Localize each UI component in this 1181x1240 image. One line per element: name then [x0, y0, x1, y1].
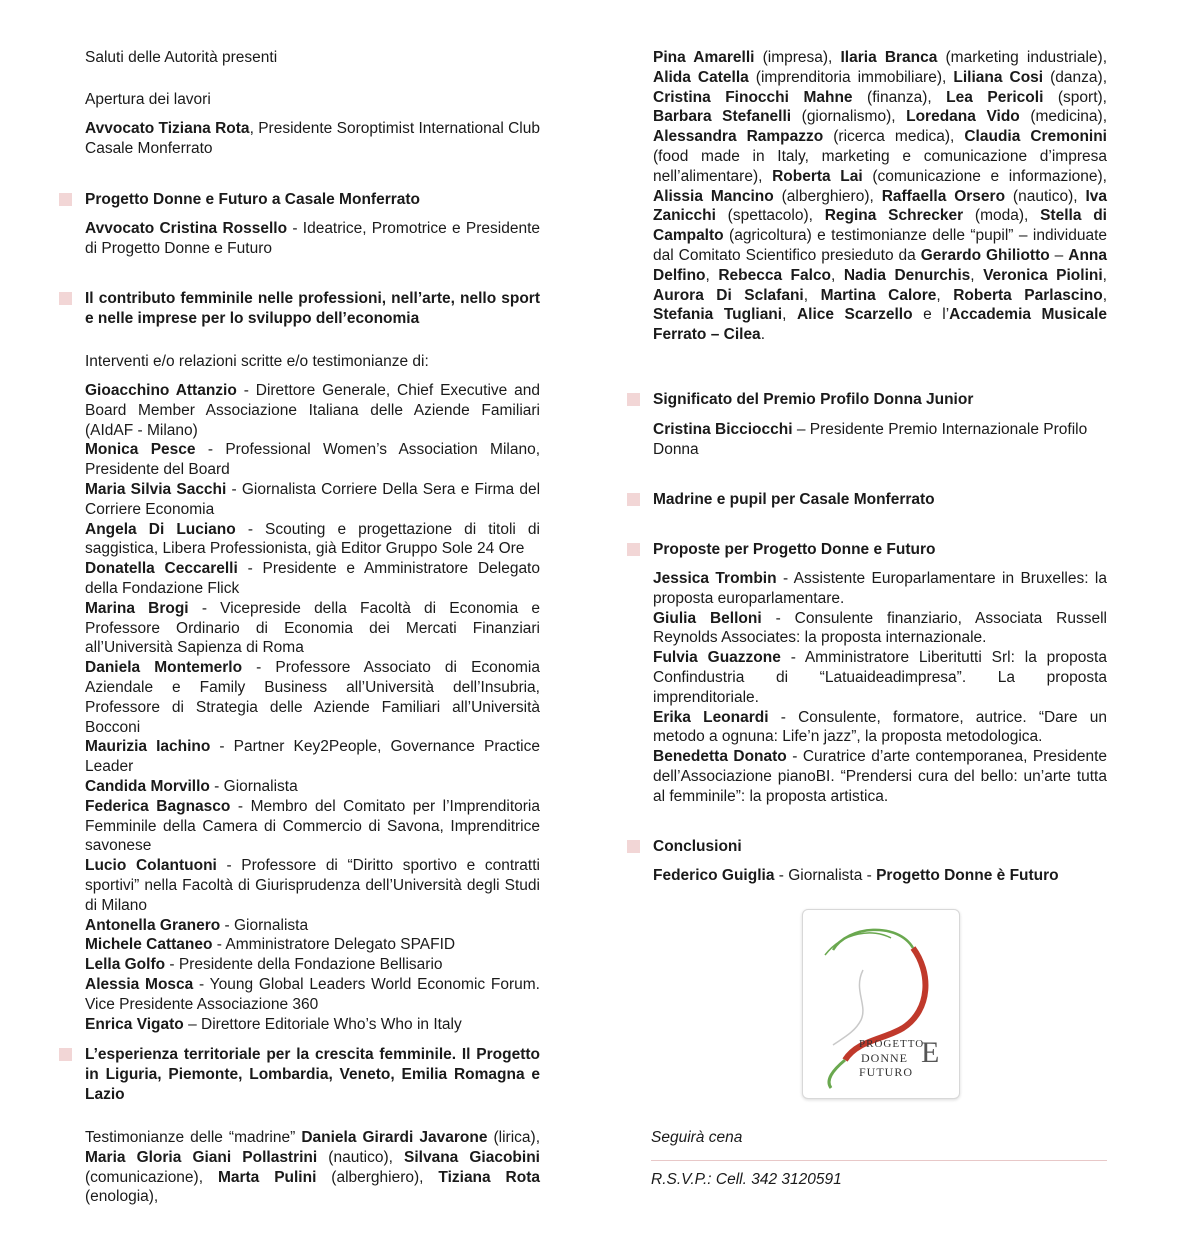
speaker-name: Alessia Mosca: [85, 975, 194, 993]
section-significato: [653, 390, 1107, 410]
madrina-name: Cristina Finocchi Mahne: [653, 88, 853, 106]
pupil-name: Accademia Musicale Ferrato – Cilea: [653, 306, 1107, 344]
speaker-name: Daniela Montemerlo: [85, 659, 243, 677]
pupil-separator: ,: [936, 286, 954, 304]
interventi-line: Interventi e/o relazioni scritte e/o testimonianze di:: [85, 353, 429, 370]
madrina-field: (lirica),: [487, 1129, 540, 1146]
proposta-name: Jessica Trombin: [653, 570, 777, 587]
proposta-name: Giulia Belloni: [653, 609, 762, 627]
pupil-separator: –: [1049, 246, 1069, 264]
logo-line-1: PROGETTO: [859, 1038, 925, 1050]
madrine-right-paragraph: [653, 48, 1107, 345]
madrina-field: (sport),: [1043, 88, 1107, 106]
pupil-name: Alice Scarzello: [796, 306, 913, 324]
pupil-separator: ,: [1102, 286, 1108, 304]
proposte-list: [653, 569, 1107, 807]
speaker-desc: - Presidente e Amministratore Delegato della Fondazione Flick: [85, 560, 540, 597]
pupil-separator: .: [760, 326, 765, 344]
proposta-desc: - Curatrice d’arte contemporanea, Presidente dell’Associazione pianoBI. “Prendersi cura del bello: un’arte tutta al femminile”: la proposta artistica.: [653, 748, 1108, 805]
madrina-name: Claudia Cremonini: [964, 128, 1107, 146]
speaker-desc: - Giornalista: [220, 916, 309, 934]
madrina-field: (spettacolo),: [715, 207, 825, 225]
madrina-field: (nautico),: [317, 1148, 404, 1166]
speaker-entry: [85, 975, 540, 1015]
madrina-field: (ricerca medica),: [823, 128, 965, 146]
proposta-name: Fulvia Guazzone: [653, 649, 781, 667]
madrina-field: (moda),: [963, 207, 1041, 225]
speaker-entry: [85, 381, 540, 440]
proposta-entry: [653, 708, 1107, 748]
madrina-name: Stella di Campalto: [653, 207, 1107, 245]
speaker-entry: [85, 955, 540, 975]
testimonianze-intro: Testimonianze delle “madrine”: [85, 1129, 302, 1146]
cena-line: Seguirà cena: [651, 1129, 743, 1146]
speaker-desc: - Direttore Generale, Chief Executive and Board Member Associazione Italiana delle Aziende Familiari (AIdAF - Milano): [85, 382, 541, 439]
speaker-entry: [85, 480, 540, 520]
section-proposte: [653, 540, 1107, 560]
madrina-field: (food made in Italy, marketing e comunicazione d’impresa nell’alimentare),: [653, 147, 1107, 185]
pupil-separator: e l’: [912, 306, 950, 324]
madrina-field: (imprenditoria immobiliare),: [748, 68, 954, 86]
madrina-field: (comunicazione e informazione),: [862, 167, 1107, 185]
pupil-name: Anna Delfino: [653, 246, 1107, 284]
madrina-name: Marta Pulini: [217, 1168, 317, 1186]
apertura-line: Apertura dei lavori: [85, 91, 211, 108]
bullet-square-icon: [59, 193, 72, 206]
section-title: Significato del Premio Profilo Donna Junior: [653, 391, 974, 408]
bullet-square-icon: [627, 493, 640, 506]
madrina-name: Alissia Mancino: [653, 187, 774, 205]
speaker-desc: - Presidente della Fondazione Bellisario: [165, 956, 443, 974]
section-progetto-casale: [85, 190, 540, 210]
madrine-left-paragraph: [85, 1128, 540, 1207]
pupil-separator: ,: [705, 266, 719, 284]
proposta-entry: [653, 609, 1107, 649]
madrina-field: (medicina),: [1019, 108, 1108, 126]
section-esperienza: [85, 1045, 540, 1104]
madrina-name: Liliana Cosi: [953, 68, 1044, 86]
pupil-name: Stefania Tugliani: [653, 306, 783, 324]
madrina-name: Raffaella Orsero: [881, 187, 1006, 205]
madrina-field: (giornalismo),: [791, 108, 907, 126]
section-madrine-pupil: [653, 490, 1107, 510]
pupil-separator: ,: [1102, 266, 1107, 284]
madrina-field: (nautico),: [1005, 187, 1086, 205]
section-title: Conclusioni: [653, 838, 742, 855]
proposta-name: Erika Leonardi: [653, 708, 769, 726]
madrina-name: Alida Catella: [653, 68, 749, 86]
madrina-name: Lea Pericoli: [946, 88, 1044, 106]
rossello-role: - Ideatrice, Promotrice e Presidente di Progetto Donne e Futuro: [85, 220, 541, 257]
logo-line-3: FUTURO: [859, 1065, 914, 1079]
proposta-name: Benedetta Donato: [653, 748, 787, 766]
madrina-name: Iva Zanicchi: [653, 187, 1107, 225]
rossello-entry: [85, 219, 540, 259]
speaker-name: Maria Silvia Sacchi: [85, 480, 227, 498]
pupil-separator: ,: [970, 266, 984, 284]
speaker-name: Antonella Granero: [85, 916, 221, 934]
madrina-field: (alberghiero),: [773, 187, 882, 205]
madrina-name: Maria Gloria Giani Pollastrini: [85, 1148, 318, 1166]
speaker-name: Enrica Vigato: [85, 1015, 184, 1033]
madrina-name: Roberta Lai: [772, 167, 863, 185]
proposta-entry: [653, 648, 1107, 707]
pupil-separator: ,: [831, 266, 844, 284]
speaker-desc: - Vicepreside della Facoltà di Economia e Professore Ordinario di Economia dei Mercati Finanziari all’Università Sapienza di Roma: [85, 599, 541, 657]
madrina-field: (impresa),: [754, 49, 841, 66]
guiglia-role: - Giornalista -: [774, 867, 877, 884]
bullet-square-icon: [59, 1048, 72, 1061]
saluti-line: Saluti delle Autorità presenti: [85, 49, 278, 66]
madrina-field: (danza),: [1043, 68, 1107, 86]
proposta-desc: - Amministratore Liberitutti Srl: la proposta Confindustria di “Latuaideadimpresa”. La proposta imprenditoriale.: [653, 649, 1107, 706]
madrina-field: (agricoltura): [723, 227, 812, 245]
madrina-field: (marketing industriale),: [937, 49, 1107, 66]
section-title: Proposte per Progetto Donne e Futuro: [653, 541, 936, 558]
speaker-desc: - Membro del Comitato per l’Imprenditoria Femminile della Camera di Commercio di Savona, Imprenditrice savonese: [85, 797, 540, 855]
pupil-intro: e testimonianze delle “pupil” – individuate dal Comitato Scientifico presieduto da: [653, 227, 1107, 264]
madrina-name: Barbara Stefanelli: [653, 108, 792, 126]
bicciocchi-entry: [653, 420, 1107, 460]
bicciocchi-role: – Presidente Premio Internazionale Profilo Donna: [653, 421, 1088, 458]
speaker-desc: - Young Global Leaders World Economic Forum. Vice Presidente Associazione 360: [85, 975, 540, 1013]
speaker-desc: - Professore Associato di Economia Aziendale e Family Business all’Università dell’Insubria, Professore di Strategia delle Aziende Familiari all’Università Bocconi: [85, 659, 540, 736]
pupil-name: Martina Calore: [820, 286, 937, 304]
bicciocchi-name: Cristina Bicciocchi: [653, 421, 793, 438]
madrina-field: (enologia),: [85, 1188, 159, 1206]
speaker-desc: - Giornalista: [209, 777, 298, 795]
bullet-square-icon: [627, 543, 640, 556]
speaker-entry: [85, 1015, 540, 1035]
speaker-desc: - Amministratore Delegato SPAFID: [212, 936, 456, 954]
speaker-name: Donatella Ceccarelli: [85, 560, 238, 578]
speaker-desc: - Giornalista Corriere Della Sera e Firma del Corriere Economia: [85, 480, 541, 518]
pupil-name: Veronica Piolini: [983, 266, 1103, 284]
speaker-entry: [85, 916, 540, 936]
madrina-name: Alessandra Rampazzo: [653, 128, 824, 146]
madrina-name: Pina Amarelli: [653, 49, 755, 66]
guiglia-name: Federico Guiglia: [653, 867, 775, 884]
rota-entry: [85, 119, 540, 159]
speaker-entry: [85, 559, 540, 599]
proposta-desc: - Consulente finanziario, Associata Russell Reynolds Associates: la proposta internazionale.: [653, 609, 1108, 647]
bullet-square-icon: [627, 393, 640, 406]
rossello-name: Avvocato Cristina Rossello: [85, 220, 288, 237]
speaker-entry: [85, 440, 540, 480]
speaker-name: Federica Bagnasco: [85, 797, 231, 815]
madrina-field: (comunicazione),: [85, 1168, 218, 1186]
rota-name: Avvocato Tiziana Rota: [85, 120, 250, 137]
guiglia-entry: [653, 866, 1107, 886]
rsvp-line: R.S.V.P.: Cell. 342 3120591: [651, 1171, 842, 1188]
speaker-desc: – Direttore Editoriale Who’s Who in Italy: [183, 1015, 462, 1033]
section-title: Madrine e pupil per Casale Monferrato: [653, 491, 935, 508]
madrina-name: Ilaria Branca: [840, 49, 938, 66]
pupil-name: Rebecca Falco: [718, 266, 832, 284]
speaker-name: Michele Cattaneo: [85, 936, 213, 954]
speaker-entry: [85, 520, 540, 560]
speaker-desc: - Professore di “Diritto sportivo e contratti sportivi” nella Facoltà di Giurisprudenza dell’Università degli Studi di Milano: [85, 857, 540, 914]
section-title: Progetto Donne e Futuro a Casale Monferrato: [85, 191, 421, 208]
logo-line-2: DONNE: [861, 1051, 908, 1065]
madrina-name: Silvana Giacobini: [404, 1148, 540, 1166]
section-title: Il contributo femminile nelle professioni, nell’arte, nello sport e nelle imprese per lo sviluppo dell’economia: [85, 290, 540, 327]
pupil-name: Aurora Di Sclafani: [653, 286, 804, 304]
speaker-name: Marina Brogi: [85, 599, 189, 617]
pupil-separator: ,: [803, 286, 821, 304]
progetto-donne-futuro-logo: [802, 909, 960, 1099]
pupil-name: Roberta Parlascino: [953, 286, 1103, 304]
proposta-entry: [653, 747, 1107, 806]
bullet-square-icon: [627, 840, 640, 853]
madrina-name: Tiziana Rota: [438, 1168, 541, 1186]
speaker-entry: [85, 599, 540, 658]
proposta-desc: - Assistente Europarlamentare in Bruxelles: la proposta europarlamentare.: [653, 570, 1107, 607]
pupil-name: Gerardo Ghiliotto: [920, 246, 1050, 264]
madrina-name: Loredana Vido: [906, 108, 1020, 126]
speaker-entry: [85, 658, 540, 737]
speaker-name: Maurizia Iachino: [85, 738, 211, 756]
bullet-square-icon: [59, 292, 72, 305]
proposta-entry: [653, 569, 1107, 609]
pupil-name: Nadia Denurchis: [843, 266, 971, 284]
section-conclusioni: [653, 837, 1107, 857]
speaker-name: Gioacchino Attanzio: [85, 382, 237, 399]
speaker-name: Lucio Colantuoni: [85, 857, 217, 875]
section-contributo: [85, 289, 540, 329]
madrina-field: (alberghiero),: [316, 1168, 439, 1186]
speaker-entry: [85, 935, 540, 955]
guiglia-project: Progetto Donne è Futuro: [876, 867, 1059, 884]
proposta-desc: - Consulente, formatore, autrice. “Dare un metodo a ognuna: Life’n jazz”, la proposta metodologica.: [653, 708, 1107, 746]
speaker-entry: [85, 797, 540, 856]
speaker-desc: - Professional Women’s Association Milano, Presidente del Board: [85, 441, 540, 479]
speakers-list: [85, 381, 540, 1034]
rota-role: , Presidente Soroptimist International Club Casale Monferrato: [85, 120, 540, 157]
madrina-name: Regina Schrecker: [824, 207, 964, 225]
speaker-entry: [85, 777, 540, 797]
speaker-entry: [85, 737, 540, 777]
speaker-name: Candida Morvillo: [85, 777, 210, 795]
speaker-desc: - Partner Key2People, Governance Practice Leader: [85, 738, 540, 776]
speaker-name: Monica Pesce: [85, 441, 196, 459]
madrina-name: Daniela Girardi Javarone: [301, 1129, 488, 1146]
speaker-entry: [85, 856, 540, 915]
divider-line: [651, 1160, 1107, 1161]
speaker-name: Angela Di Luciano: [85, 520, 236, 538]
speaker-name: Lella Golfo: [85, 956, 166, 974]
speaker-desc: - Scouting e progettazione di titoli di saggistica, Libera Professionista, già Editor Gruppo Sole 24 Ore: [85, 520, 540, 558]
section-title: L’esperienza territoriale per la crescita femminile. Il Progetto in Liguria, Piemonte, Lombardia, Veneto, Emilia Romagna e Lazio: [85, 1046, 540, 1103]
logo-big-e: E: [921, 1036, 940, 1069]
madrina-field: (finanza),: [852, 88, 947, 106]
pupil-separator: ,: [782, 306, 797, 324]
